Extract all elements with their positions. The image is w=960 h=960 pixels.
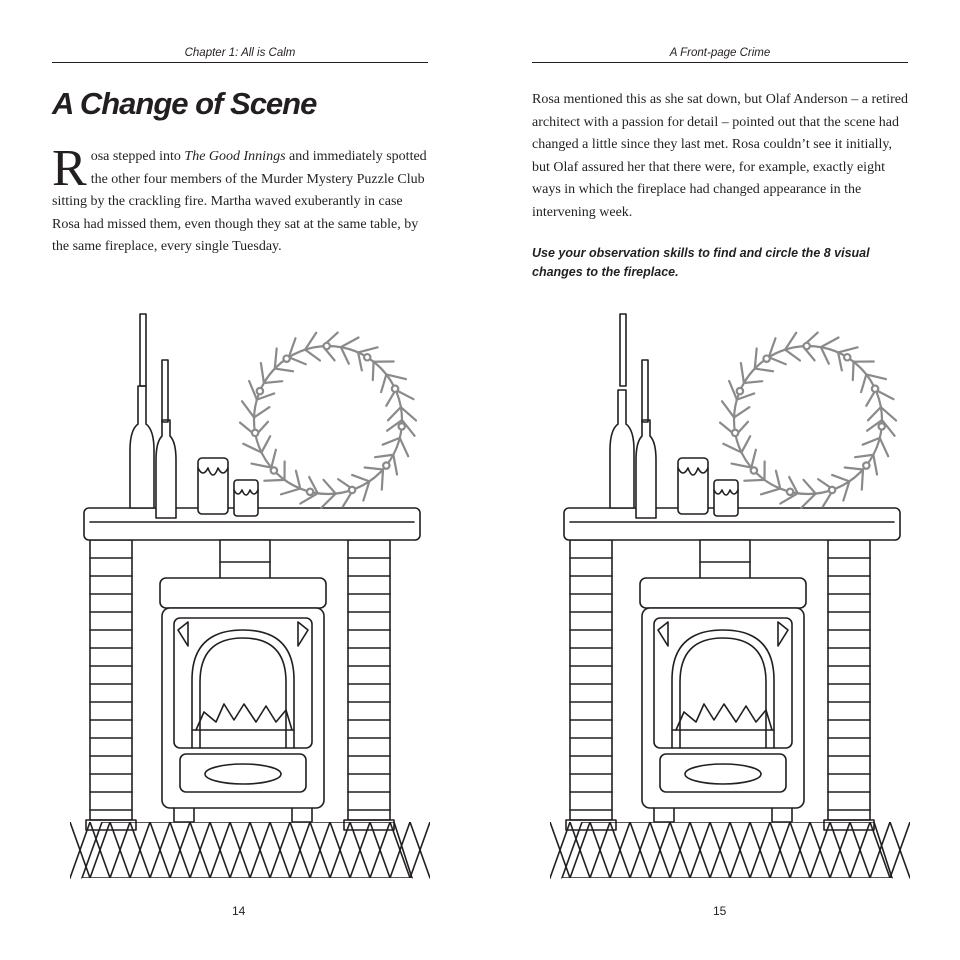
wreath-berry xyxy=(763,355,769,361)
candle-tall xyxy=(620,314,626,386)
pillar xyxy=(90,540,132,820)
wreath-berry xyxy=(392,386,398,392)
candle-short xyxy=(642,360,648,422)
bottle-tall xyxy=(610,390,634,508)
running-head: Chapter 1: All is Calm xyxy=(52,45,428,63)
wreath-berry xyxy=(829,487,835,493)
wreath-berry xyxy=(804,343,810,349)
bottle-tall xyxy=(130,386,154,508)
wreath-berry xyxy=(732,430,738,436)
wreath-berry xyxy=(271,467,277,473)
wreath-berry xyxy=(307,489,313,495)
wreath-berry xyxy=(349,487,355,493)
page-number: 15 xyxy=(713,904,727,918)
page-title: A Change of Scene xyxy=(52,86,317,121)
wreath-berry xyxy=(844,354,850,360)
stove-top xyxy=(640,578,806,608)
wreath-berry xyxy=(324,343,330,349)
wreath-berry xyxy=(863,462,869,468)
paragraph-text-before: osa stepped into xyxy=(90,149,185,164)
wreath-berry xyxy=(252,430,258,436)
wreath-berry xyxy=(257,388,263,394)
book-title: The Good Innings xyxy=(184,149,286,164)
dropcap: R xyxy=(52,140,87,197)
candle-tall xyxy=(140,314,146,386)
wood-stove xyxy=(640,578,806,822)
stove-top xyxy=(160,578,326,608)
small-candle xyxy=(714,480,738,516)
pillar xyxy=(828,540,870,820)
wreath-berry xyxy=(872,386,878,392)
wreath xyxy=(240,333,416,508)
wreath xyxy=(720,333,896,508)
page-number: 14 xyxy=(232,904,246,918)
wreath-berry xyxy=(737,388,743,394)
small-candle xyxy=(234,480,258,516)
mantel-decor xyxy=(610,314,738,518)
mantel-decor xyxy=(130,314,258,518)
story-paragraph: Rosa mentioned this as she sat down, but Olaf Anderson – a retired architect with a passion for detail – pointed out that the scene had changed a little since they last met. Rosa couldn’t see it initially, but Olaf assured her that there were, for example, exactly eight ways in which the fireplace had changed appearance in the intervening week. xyxy=(532,92,908,220)
hearth-tiles xyxy=(550,810,910,890)
wreath-berry xyxy=(399,423,405,429)
bottle-short xyxy=(156,420,176,518)
wood-stove xyxy=(160,578,326,822)
fireplace-illustration-changed xyxy=(550,300,910,890)
wreath-berry xyxy=(383,462,389,468)
pillar-candle xyxy=(198,458,228,514)
wreath-berry xyxy=(364,354,370,360)
pillar xyxy=(570,540,612,820)
candle-short xyxy=(162,360,168,422)
pillar xyxy=(348,540,390,820)
wreath-berry xyxy=(283,355,289,361)
hearth-tiles xyxy=(70,810,430,890)
fireplace-svg xyxy=(70,300,430,890)
paragraph-text-after: and immediately spotted the other four members of the Murder Mystery Puzzle Club sitting by the crackling fire. Martha waved exuberantly in case Rosa had missed them, even though they sat at the same table, by the same fireplace, every single Tuesday. xyxy=(52,149,427,254)
pillar-candle xyxy=(678,458,708,514)
wreath-berry xyxy=(787,489,793,495)
wreath-berry xyxy=(879,423,885,429)
fireplace-svg xyxy=(550,300,910,890)
fireplace-illustration-original xyxy=(70,300,430,890)
running-head: A Front-page Crime xyxy=(532,45,908,63)
bottle-short xyxy=(636,420,656,518)
wreath-berry xyxy=(751,467,757,473)
puzzle-instruction: Use your observation skills to find and circle the 8 visual changes to the fireplace. xyxy=(532,246,870,279)
intro-paragraph xyxy=(52,140,430,259)
